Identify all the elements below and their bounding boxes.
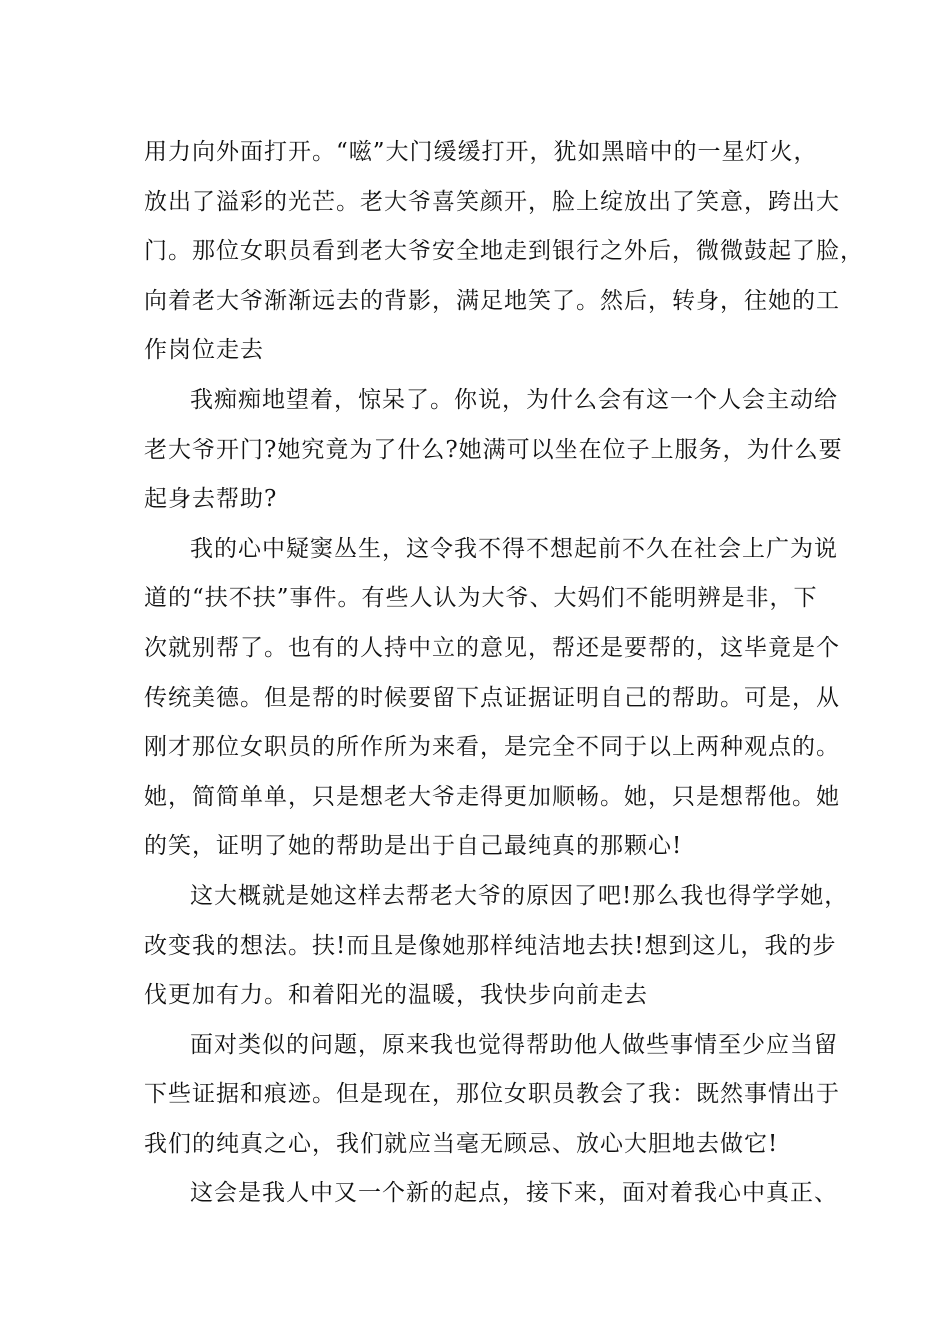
paragraph: [144, 1021, 840, 1170]
paragraph: [144, 1169, 838, 1219]
text-line: 向着老大爷渐渐远去的背影，满足地笑了。然后，转身，往她的工: [144, 287, 840, 314]
text-line: 次就别帮了。也有的人持中立的意见，帮还是要帮的，这毕竟是个: [144, 634, 840, 661]
text-line: 下些证据和痕迹。但是现在，那位女职员教会了我：既然事情出于: [144, 1081, 840, 1108]
text-line: 面对类似的问题，原来我也觉得帮助他人做些事情至少应当留: [190, 1031, 838, 1058]
text-line: 传统美德。但是帮的时候要留下点证据证明自己的帮助。可是，从: [144, 684, 840, 711]
text-line: 改变我的想法。扶!而且是像她那样纯洁地去扶!想到这儿，我的步: [144, 932, 837, 959]
text-line: 道的“扶不扶”事件。有些人认为大爷、大妈们不能明辨是非，下: [144, 585, 818, 612]
paragraph: [144, 872, 849, 1021]
text-line: 我的心中疑窦丛生，这令我不得不想起前不久在社会上广为说: [190, 535, 838, 562]
paragraph: [144, 525, 840, 872]
text-line: 门。那位女职员看到老大爷安全地走到银行之外后，微微鼓起了脸，: [144, 238, 864, 265]
text-line: 起身去帮助?: [144, 486, 278, 513]
text-line: 作岗位走去: [144, 337, 264, 364]
text-line: 的笑，证明了她的帮助是出于自己最纯真的那颗心!: [144, 833, 683, 860]
body-text: [144, 128, 864, 1219]
text-line: 伐更加有力。和着阳光的温暖，我快步向前走去: [144, 982, 648, 1009]
text-line: 她，简简单单，只是想老大爷走得更加顺畅。她，只是想帮他。她: [144, 783, 840, 810]
paragraph: [144, 376, 843, 525]
text-line: 这会是我人中又一个新的起点，接下来，面对着我心中真正、: [190, 1180, 838, 1207]
text-line: 用力向外面打开。“嗞”大门缓缓打开，犹如黑暗中的一星灯火，: [144, 139, 818, 165]
paragraph: [144, 128, 864, 376]
text-line: 放出了溢彩的光芒。老大爷喜笑颜开，脸上绽放出了笑意，跨出大: [144, 188, 840, 215]
text-line: 这大概就是她这样去帮老大爷的原因了吧!那么我也得学学她，: [190, 882, 849, 909]
text-line: 老大爷开门?她究竟为了什么?她满可以坐在位子上服务，为什么要: [144, 436, 843, 463]
text-line: 我痴痴地望着，惊呆了。你说，为什么会有这一个人会主动给: [190, 386, 838, 413]
text-line: 刚才那位女职员的所作所为来看，是完全不同于以上两种观点的。: [144, 734, 840, 761]
text-line: 我们的纯真之心，我们就应当毫无顾忌、放心大胆地去做它!: [144, 1130, 779, 1157]
